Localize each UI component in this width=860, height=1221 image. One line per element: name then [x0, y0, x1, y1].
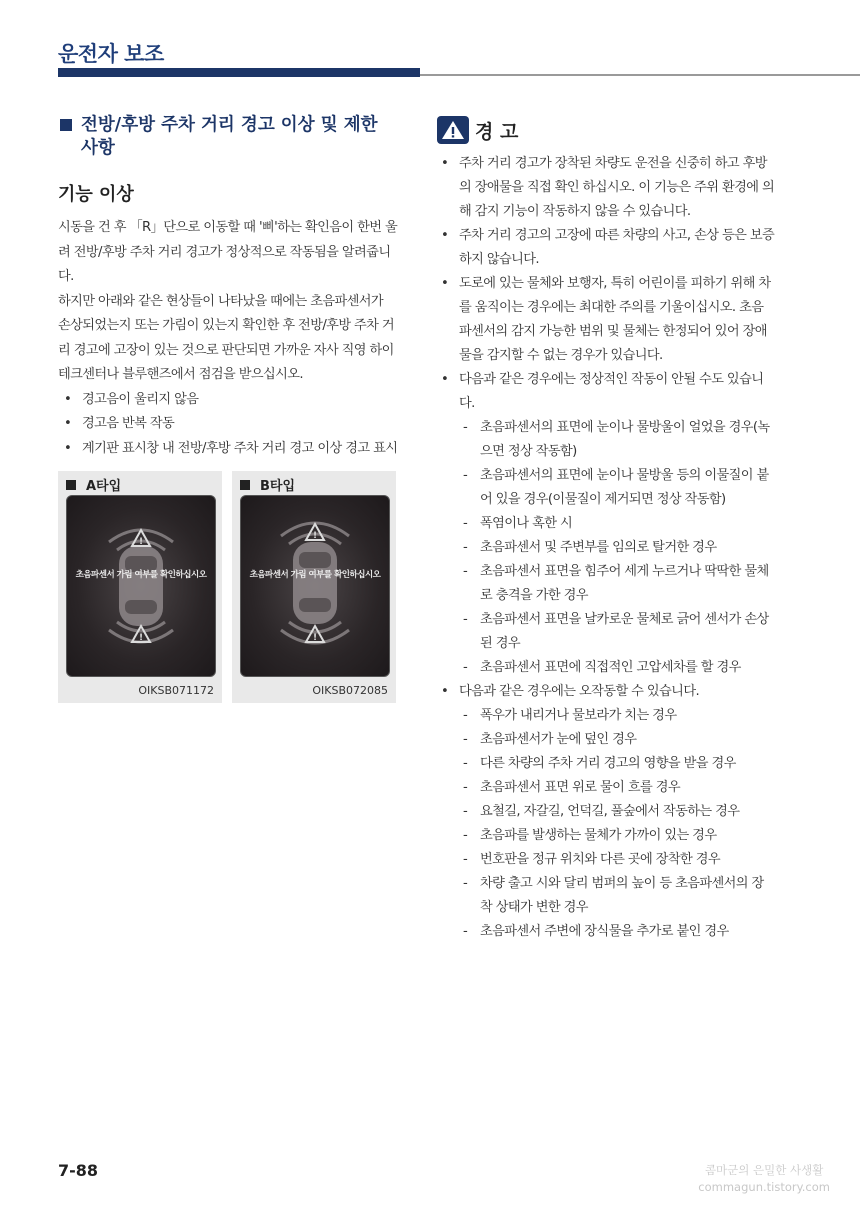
warning-subitem: - 번호판을 정규 위치와 다른 곳에 장착한 경우 [459, 848, 775, 872]
warning-subitem: - 다른 차량의 주차 거리 경고의 영향을 받을 경우 [459, 752, 775, 776]
figure-label [240, 475, 295, 494]
figure-row [58, 471, 396, 703]
svg-text:!: ! [312, 633, 318, 643]
page-number: 7-88 [58, 1161, 99, 1180]
warning-subitem: - 초음파센서가 눈에 덮인 경우 [459, 728, 775, 752]
warning-subitem: - 초음파센서 및 주변부를 임의로 탈거한 경우 [459, 536, 775, 560]
warning-title: 경 고 [475, 120, 519, 143]
warning-subitem: - 초음파센서 주변에 장식물을 추가로 붙인 경우 [459, 920, 775, 944]
car-sensor-warning-icon [67, 496, 215, 676]
cluster-warning-message: 초음파센서 가림 여부를 확인하십시오 [75, 570, 207, 580]
symptom-list [58, 388, 398, 462]
warning-heading [437, 116, 775, 144]
warning-item [437, 680, 775, 944]
paragraph-inspection: 하지만 아래와 같은 현상들이 나타났을 때에는 초음파센서가 손상되었는지 또는 가림이 있는지 확인한 후 전방/후방 주차 거리 경고에 고장이 있는 것으로 판단되면 가까운 자사 직영 하이테크센터나 블루핸즈에서 점검을 받으십시오. [58, 293, 395, 382]
warning-sublist [459, 704, 775, 944]
warning-subitem: - 초음파센서 표면 위로 물이 흐를 경우 [459, 776, 775, 800]
figure-label-text: B타입 [260, 479, 296, 494]
warning-subitem: - 차량 출고 시와 달리 범퍼의 높이 등 초음파센서의 장착 상태가 변한 경우 [459, 872, 775, 920]
warning-subitem: - 초음파를 발생하는 물체가 가까이 있는 경우 [459, 824, 775, 848]
warning-subitem: - 초음파센서의 표면에 눈이나 물방울 등의 이물질이 붙어 있을 경우(이물질이 제거되면 정상 작동함) [459, 464, 775, 512]
warning-sublist [459, 416, 775, 680]
warning-list [437, 152, 775, 944]
figure-label [66, 475, 121, 494]
header-rule [420, 74, 860, 76]
warning-item-text: 다음과 같은 경우에는 정상적인 작동이 안될 수도 있습니다. [459, 372, 764, 411]
figure-type-b [232, 471, 396, 703]
cluster-display [66, 495, 216, 677]
warning-item [437, 224, 775, 272]
svg-text:!: ! [138, 537, 144, 547]
warning-subitem: - 초음파센서의 표면에 눈이나 물방울이 얼었을 경우(녹으면 정상 작동함) [459, 416, 775, 464]
list-item: • 경고음이 울리지 않음 [58, 388, 398, 413]
square-bullet-icon [60, 119, 72, 131]
list-item: • 계기판 표시창 내 전방/후방 주차 거리 경고 이상 경고 표시 [58, 437, 398, 462]
figure-code: OIKSB071172 [138, 684, 214, 697]
square-bullet-icon [240, 480, 250, 490]
warning-subitem: - 초음파센서 표면을 힘주어 세게 누르거나 딱딱한 물체로 충격을 가한 경우 [459, 560, 775, 608]
warning-subitem: - 폭염이나 혹한 시 [459, 512, 775, 536]
warning-item-text: 다음과 같은 경우에는 오작동할 수 있습니다. [459, 684, 700, 699]
figure-type-a [58, 471, 222, 703]
warning-subitem: - 폭우가 내리거나 물보라가 치는 경우 [459, 704, 775, 728]
svg-text:!: ! [312, 531, 318, 541]
right-column [437, 116, 775, 944]
watermark [698, 1162, 830, 1196]
chapter-title: 운전자 보조 [58, 42, 164, 66]
warning-item [437, 152, 775, 224]
warning-triangle-icon [437, 116, 469, 144]
warning-subitem: - 요철길, 자갈길, 언덕길, 풀숲에서 작동하는 경우 [459, 800, 775, 824]
section-heading [58, 114, 398, 160]
left-column [58, 114, 398, 703]
warning-item-text: 주차 거리 경고의 고장에 따른 차량의 사고, 손상 등은 보증하지 않습니다. [459, 228, 775, 267]
cluster-display [240, 495, 390, 677]
list-item: • 경고음 반복 작동 [58, 412, 398, 437]
warning-item [437, 368, 775, 680]
svg-text:!: ! [138, 633, 144, 643]
warning-subitem: - 초음파센서 표면을 날카로운 물체로 긁어 센서가 손상된 경우 [459, 608, 775, 656]
car-sensor-warning-icon [241, 496, 389, 676]
cluster-warning-message: 초음파센서 가림 여부를 확인하십시오 [249, 570, 381, 580]
figure-label-text: A타입 [86, 479, 122, 494]
watermark-line: 콤마군의 은밀한 사생활 [704, 1163, 824, 1177]
warning-item-text: 주차 거리 경고가 장착된 차량도 운전을 신중히 하고 후방의 장애물을 직접 확인 하십시오. 이 기능은 주위 환경에 의해 감지 기능이 작동하지 않을 수 있습니다. [459, 156, 775, 219]
warning-item [437, 272, 775, 368]
square-bullet-icon [66, 480, 76, 490]
watermark-line: commagun.tistory.com [698, 1180, 830, 1194]
section-title: 전방/후방 주차 거리 경고 이상 및 제한 사항 [81, 115, 378, 158]
header-bar-accent [58, 68, 420, 77]
figure-code: OIKSB072085 [312, 684, 388, 697]
subsection-title: 기능 이상 [58, 184, 134, 205]
warning-subitem: - 초음파센서 표면에 직접적인 고압세차를 할 경우 [459, 656, 775, 680]
paragraph-intro: 시동을 건 후 「R」단으로 이동할 때 '삐'하는 확인음이 한번 울려 전방/후방 주차 거리 경고가 정상적으로 작동됨을 알려줍니다. [58, 220, 398, 284]
warning-item-text: 도로에 있는 물체와 보행자, 특히 어린이를 피하기 위해 차를 움직이는 경우에는 최대한 주의를 기울이십시오. 초음파센서의 감지 가능한 범위 및 물체는 한정되어 있어 장애물을 감지할 수 없는 경우가 있습니다. [459, 276, 771, 363]
